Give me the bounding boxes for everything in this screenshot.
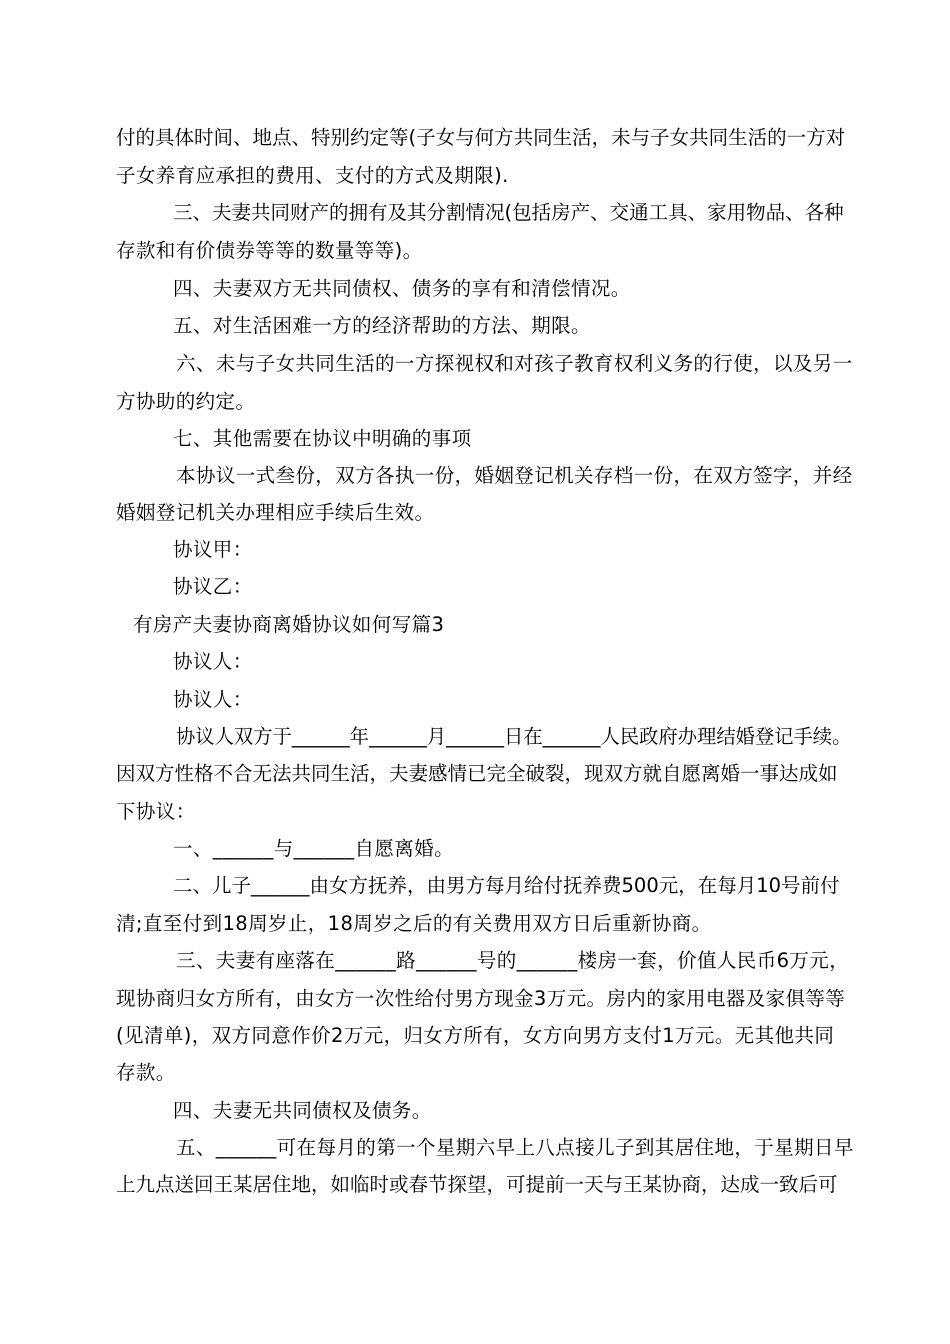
text-line: 二、儿子______由女方抚养，由男方每月给付抚养费500元，在每月10号前付	[173, 874, 840, 897]
text-line: 四、夫妻双方无共同债权、债务的享有和清偿情况。	[173, 277, 631, 300]
text-line: 方协助的约定。	[116, 390, 256, 413]
section-heading: 有房产夫妻协商离婚协议如何写篇3	[133, 613, 445, 636]
text-line: 五、对生活困难一方的经济帮助的方法、期限。	[173, 314, 591, 337]
text-line: 一、______与______自愿离婚。	[173, 837, 454, 860]
text-line: 四、夫妻无共同债权及债务。	[173, 1099, 432, 1122]
text-line: 清;直至付到18周岁止，18周岁之后的有关费用双方日后重新协商。	[116, 912, 712, 935]
text-line: 因双方性格不合无法共同生活，夫妻感情已完全破裂，现双方就自愿离婚一事达成如	[116, 762, 838, 785]
text-line: 现协商归女方所有，由女方一次性给付男方现金3万元。房内的家用电器及家俱等等	[116, 987, 846, 1010]
text-line: 下协议：	[116, 800, 196, 823]
text-line: 七、其他需要在协议中明确的事项	[173, 427, 472, 450]
text-line: (见清单)，双方同意作价2万元，归女方所有，女方向男方支付1万元。无其他共同	[116, 1024, 835, 1047]
text-line: 六、未与子女共同生活的一方探视权和对孩子教育权利义务的行使，以及另一	[176, 352, 853, 375]
text-line: 三、夫妻共同财产的拥有及其分割情况(包括房产、交通工具、家用物品、各种	[173, 201, 844, 224]
text-line: 存款和有价债券等等的数量等等)。	[116, 239, 423, 262]
text-line: 上九点送回王某居住地，如临时或春节探望，可提前一天与王某协商，达成一致后可	[116, 1173, 838, 1196]
text-line: 协议人双方于______年______月______日在______人民政府办理结婚登记手续。	[176, 725, 852, 748]
text-line: 子女养育应承担的费用、支付的方式及期限).	[116, 164, 509, 187]
signature-line: 协议乙：	[173, 575, 253, 598]
party-line: 协议人：	[173, 650, 253, 673]
text-line: 婚姻登记机关办理相应手续后生效。	[116, 501, 435, 524]
text-line: 付的具体时间、地点、特别约定等(子女与何方共同生活，未与子女共同生活的一方对	[116, 126, 846, 149]
text-line: 本协议一式叁份，双方各执一份，婚姻登记机关存档一份，在双方签字，并经	[176, 464, 853, 487]
text-line: 三、夫妻有座落在______路______号的______楼房一套，价值人民币6万元，	[176, 949, 850, 972]
party-line: 协议人：	[173, 688, 253, 711]
text-line: 存款。	[116, 1061, 176, 1084]
text-line: 五、______可在每月的第一个星期六早上八点接儿子到其居住地，于星期日早	[176, 1136, 854, 1159]
signature-line: 协议甲：	[173, 538, 253, 561]
